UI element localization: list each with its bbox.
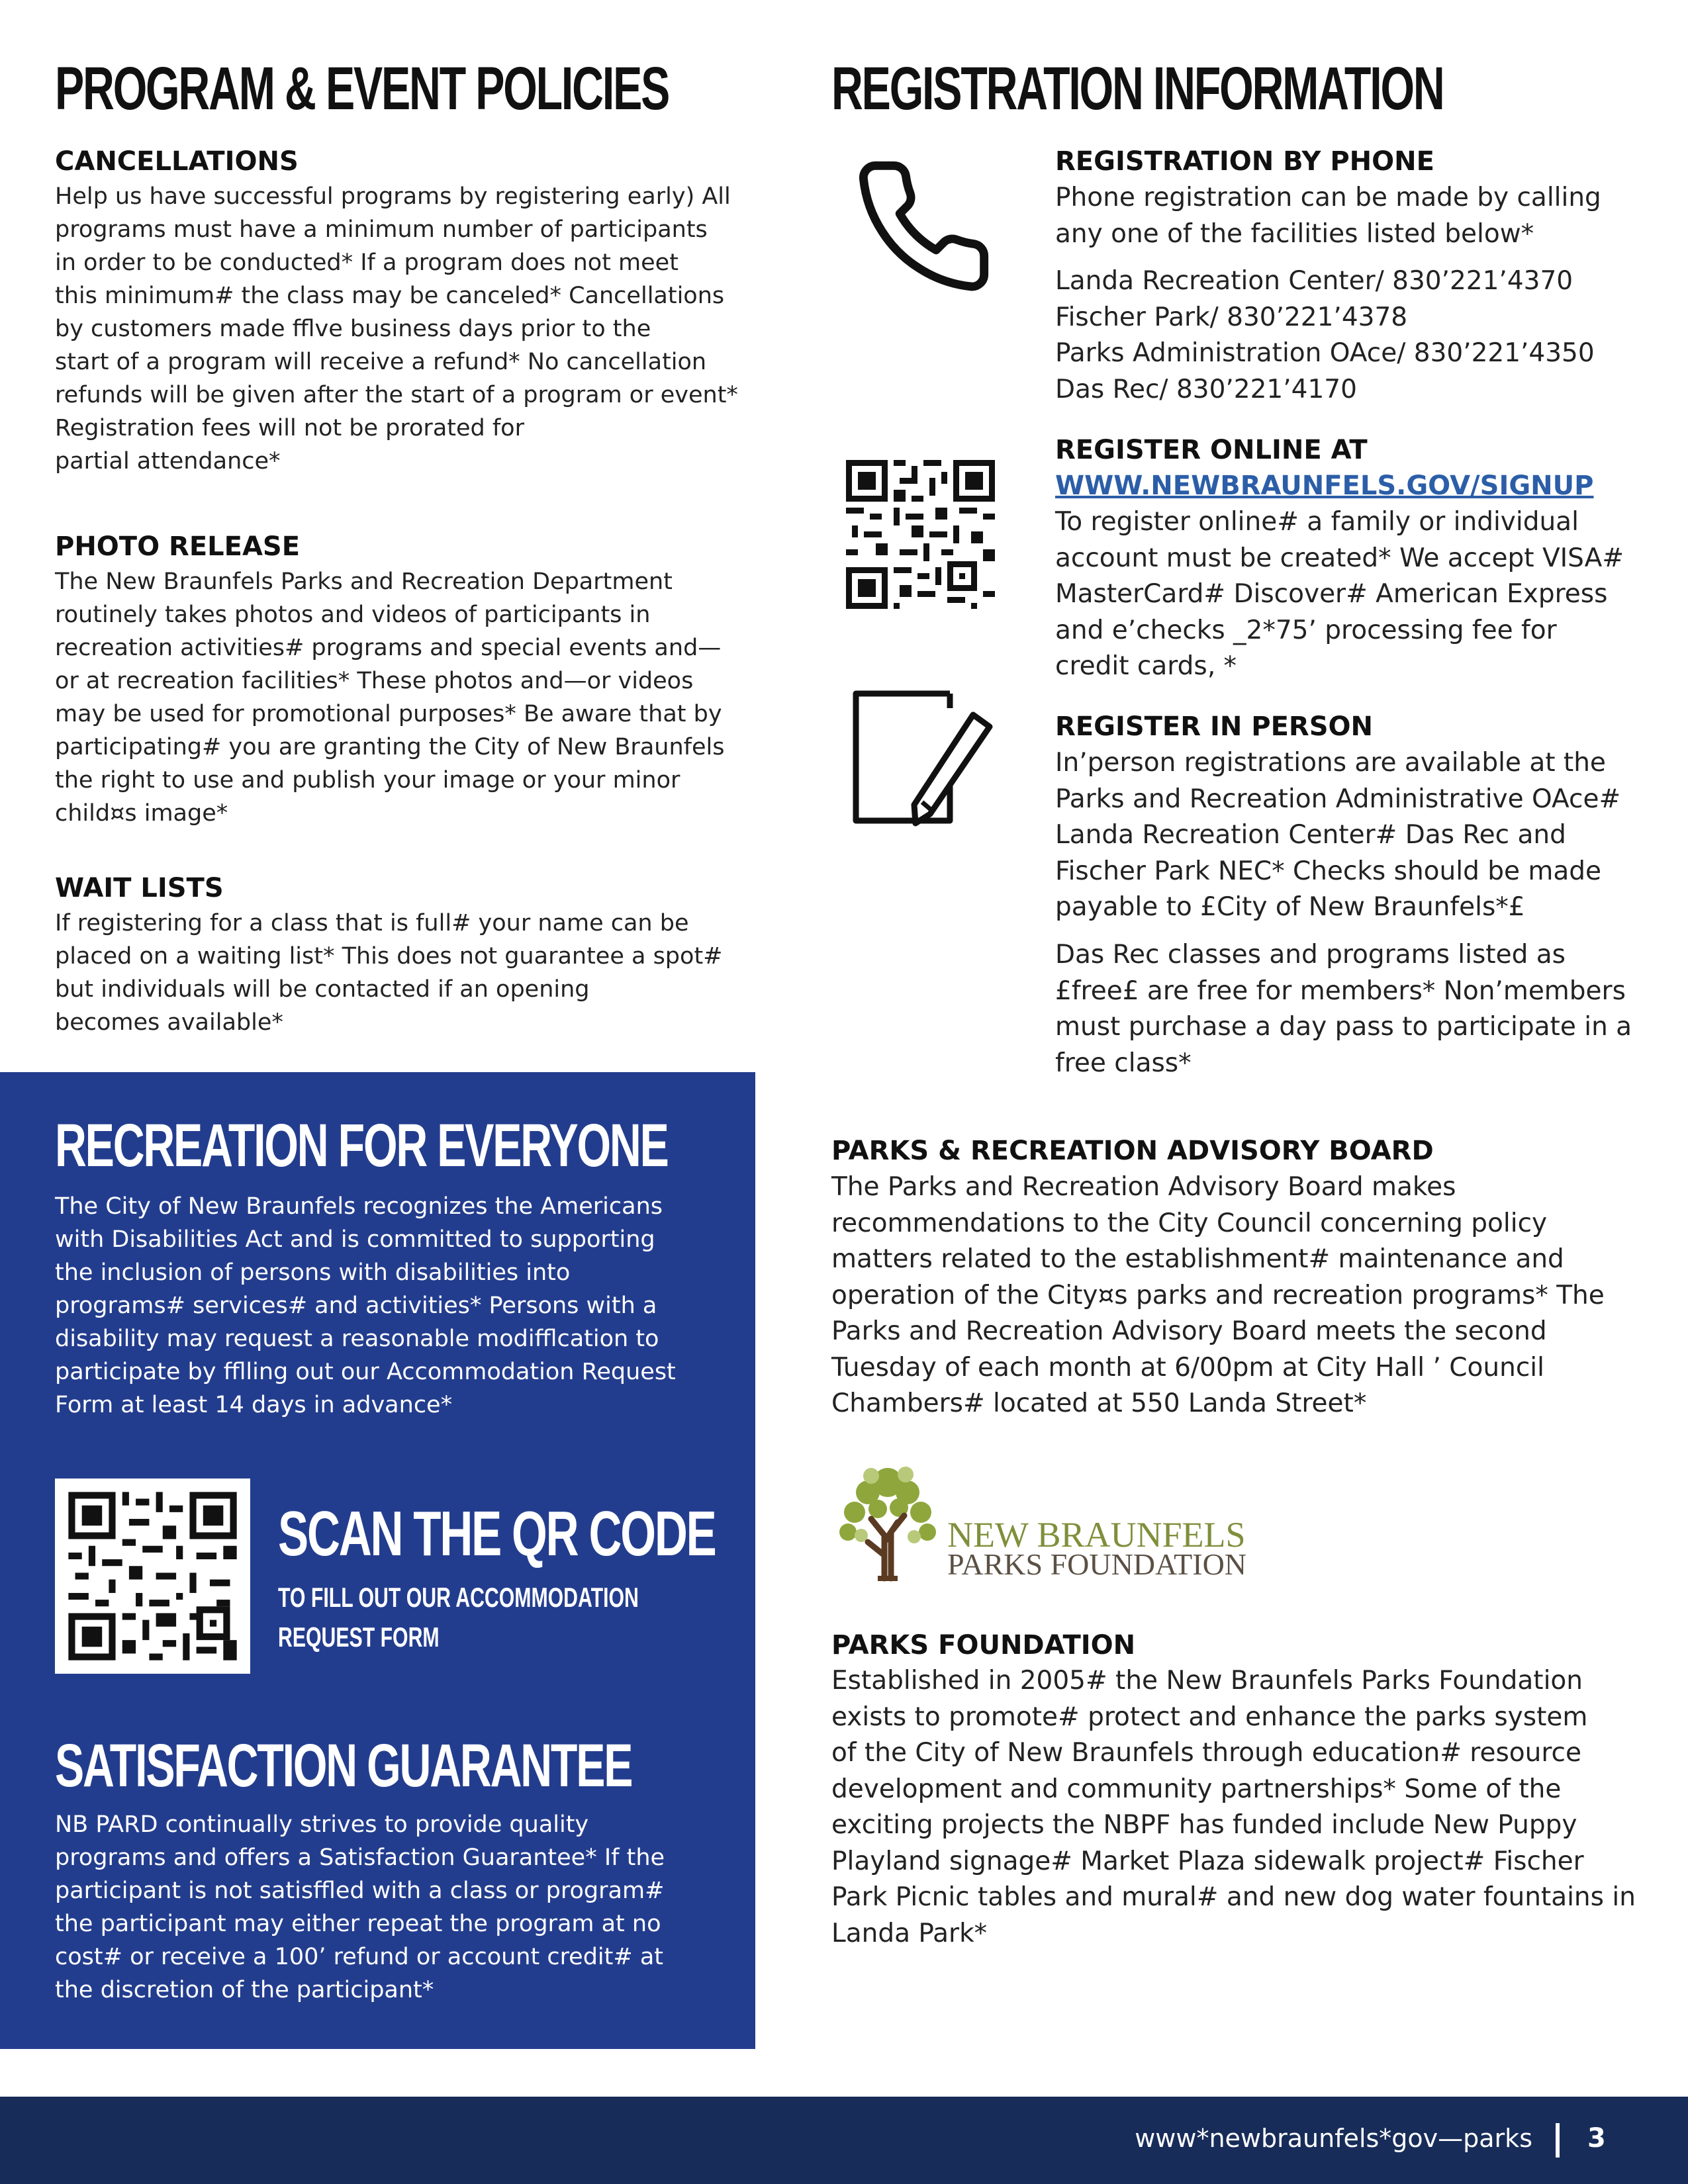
accommodation-qr-code[interactable] [55, 1479, 250, 1674]
text-line: To register online# a family or individual [1055, 507, 1579, 537]
facility-phone-item: Parks Administration OAce/ 830’221’4350 [1055, 338, 1595, 368]
text-line: refunds will be given after the start of a program or event* [55, 382, 738, 408]
text-line: exists to promote# protect and enhance the parks system [831, 1702, 1588, 1732]
text-line: payable to £City of New Braunfels*£ [1055, 892, 1525, 922]
text-line: Landa Recreation Center# Das Rec and [1055, 820, 1566, 850]
facility-phone-item: Fischer Park/ 830’221’4378 [1055, 302, 1408, 332]
footer-divider [1556, 2123, 1560, 2158]
in-person-body [1055, 745, 1651, 926]
text-line: Park Picnic tables and mural# and new dog water fountains in [831, 1882, 1636, 1912]
logo-line-2: PARKS FOUNDATION [947, 1547, 1247, 1581]
text-line: programs# services# and activities* Persons with a [55, 1293, 657, 1319]
phone-icon [851, 154, 996, 299]
text-line: must purchase a day pass to participate in a [1055, 1012, 1632, 1042]
text-line: participate by fflling out our Accommodation Request [55, 1359, 676, 1385]
text-line: cost# or receive a 100’ refund or account credit# at [55, 1944, 664, 1970]
wait-lists-heading: WAIT LISTS [55, 873, 224, 903]
text-line: Chambers# located at 550 Landa Street* [831, 1388, 1367, 1418]
text-line: or at recreation facilities* These photos and—or videos [55, 668, 694, 694]
text-line: The Parks and Recreation Advisory Board makes [831, 1172, 1456, 1202]
das-rec-note [1055, 937, 1651, 1081]
text-line: recreation activities# programs and special events and— [55, 635, 722, 661]
advisory-board-body [831, 1169, 1659, 1422]
text-line: becomes available* [55, 1009, 283, 1036]
text-line: partial attendance* [55, 448, 281, 475]
text-line: by customers made fflve business days prior to the [55, 316, 651, 342]
text-line: The New Braunfels Parks and Recreation Department [55, 569, 673, 595]
text-line: exciting projects the NBPF has funded include New Puppy [831, 1810, 1577, 1840]
text-line: but individuals will be contacted if an opening [55, 976, 590, 1003]
text-line: Landa Park* [831, 1918, 988, 1948]
parks-foundation-logo [831, 1456, 1308, 1588]
text-line: and e’checks _2*75’ processing fee for [1055, 615, 1557, 645]
text-line: If registering for a class that is full# your name can be [55, 910, 689, 936]
text-line: recommendations to the City Council concerning policy [831, 1208, 1548, 1238]
text-line: the right to use and publish your image or your minor [55, 767, 680, 794]
qr-code-icon [55, 1479, 250, 1674]
text-line: free class* [1055, 1048, 1192, 1078]
facility-phone-item: Das Rec/ 830’221’4170 [1055, 374, 1357, 404]
facility-list [1055, 263, 1651, 408]
cancellations-heading: CANCELLATIONS [55, 146, 299, 177]
text-line: Parks and Recreation Administrative OAce# [1055, 784, 1621, 814]
text-line: of the City of New Braunfels through education# resource [831, 1738, 1581, 1768]
registration-by-phone-heading: REGISTRATION BY PHONE [1055, 146, 1434, 177]
register-online-body [1055, 504, 1651, 685]
text-line: account must be created* We accept VISA# [1055, 543, 1624, 573]
text-line: Playland signage# Market Plaza sidewalk project# Fischer [831, 1846, 1584, 1876]
text-line: programs and offers a Satisfaction Guarantee* If the [55, 1844, 665, 1871]
recreation-body [55, 1190, 743, 1422]
text-line: Parks and Recreation Advisory Board meets the second [831, 1316, 1547, 1346]
text-line: credit cards‚ * [1055, 651, 1237, 681]
parks-foundation-body [831, 1663, 1659, 1952]
text-line: Das Rec classes and programs listed as [1055, 940, 1566, 970]
text-line: matters related to the establishment# maintenance and [831, 1244, 1564, 1274]
text-line: routinely takes photos and videos of participants in [55, 602, 651, 628]
parks-foundation-heading: PARKS FOUNDATION [831, 1630, 1136, 1661]
text-line: operation of the City¤s parks and recreation programs* The [831, 1280, 1605, 1310]
text-line: The City of New Braunfels recognizes the Americans [55, 1193, 663, 1220]
advisory-board-heading: PARKS & RECREATION ADVISORY BOARD [831, 1136, 1434, 1166]
text-line: the discretion of the participant* [55, 1977, 434, 2003]
photo-release-heading: PHOTO RELEASE [55, 531, 301, 562]
text-line: Help us have successful programs by registering early) All [55, 183, 731, 210]
text-line: this minimum# the class may be canceled* Cancellations [55, 283, 725, 309]
text-line: £free£ are free for members* Non’members [1055, 976, 1626, 1006]
logo-line-1: NEW BRAUNFELS [947, 1515, 1246, 1555]
text-line: placed on a waiting list* This does not guarantee a spot# [55, 943, 723, 970]
cancellations-body [55, 180, 770, 478]
text-line: child¤s image* [55, 800, 228, 827]
footer-url[interactable]: www*newbraunfels*gov—parks [1135, 2124, 1532, 2153]
text-line: Phone registration can be made by calling [1055, 183, 1601, 212]
text-line: Form at least 14 days in advance* [55, 1392, 453, 1418]
photo-release-body [55, 565, 770, 830]
text-line: Registration fees will not be prorated for [55, 415, 524, 441]
text-line: the participant may either repeat the program at no [55, 1911, 661, 1937]
scan-qr-title: SCAN THE QR CODE [278, 1498, 716, 1569]
wait-lists-body [55, 907, 770, 1039]
text-line: with Disabilities Act and is committed to supporting [55, 1226, 655, 1253]
text-line: In’person registrations are available at the [1055, 748, 1606, 778]
text-line: the inclusion of persons with disabilities into [55, 1259, 571, 1286]
scan-qr-subtitle [278, 1578, 639, 1657]
program-event-policies-title: PROGRAM & EVENT POLICIES [55, 55, 669, 122]
satisfaction-body [55, 1808, 743, 2007]
register-in-person-heading: REGISTER IN PERSON [1055, 711, 1373, 742]
qr-code-icon [846, 460, 995, 609]
recreation-for-everyone-title: RECREATION FOR EVERYONE [55, 1112, 668, 1179]
text-line: may be used for promotional purposes* Be aware that by [55, 701, 722, 727]
text-line: any one of the facilities listed below* [1055, 218, 1534, 249]
text-line: programs must have a minimum number of participants [55, 216, 708, 243]
register-online-heading: REGISTER ONLINE AT [1055, 435, 1368, 465]
text-line: disability may request a reasonable modifflcation to [55, 1326, 659, 1352]
text-line: Tuesday of each month at 6/00pm at City Hall ’ Council [831, 1352, 1544, 1383]
facility-phone-item: Landa Recreation Center/ 830’221’4370 [1055, 266, 1573, 296]
text-line: in order to be conducted* If a program does not meet [55, 250, 679, 276]
signup-link[interactable]: WWW.NEWBRAUNFELS.GOV/SIGNUP [1055, 471, 1594, 501]
tree-icon [831, 1456, 944, 1582]
form-pen-icon [851, 688, 996, 831]
scan-qr-subtitle-line: REQUEST FORM [278, 1621, 440, 1653]
text-line: MasterCard# Discover# American Express [1055, 579, 1608, 609]
registration-information-title: REGISTRATION INFORMATION [831, 55, 1444, 122]
register-online-qr-code[interactable] [846, 460, 995, 609]
text-line: Fischer Park NEC* Checks should be made [1055, 856, 1602, 886]
satisfaction-guarantee-title: SATISFACTION GUARANTEE [55, 1732, 632, 1799]
text-line: development and community partnerships* Some of the [831, 1774, 1562, 1804]
phone-intro [1055, 180, 1651, 252]
text-line: participant is not satisffled with a class or program# [55, 1878, 665, 1904]
text-line: start of a program will receive a refund* No cancellation [55, 349, 707, 375]
scan-qr-subtitle-line: TO FILL OUT OUR ACCOMMODATION [278, 1582, 639, 1613]
text-line: NB PARD continually strives to provide quality [55, 1811, 589, 1838]
page-number: 3 [1587, 2123, 1606, 2154]
text-line: participating# you are granting the City of New Braunfels [55, 734, 725, 760]
text-line: Established in 2005# the New Braunfels Parks Foundation [831, 1666, 1583, 1696]
